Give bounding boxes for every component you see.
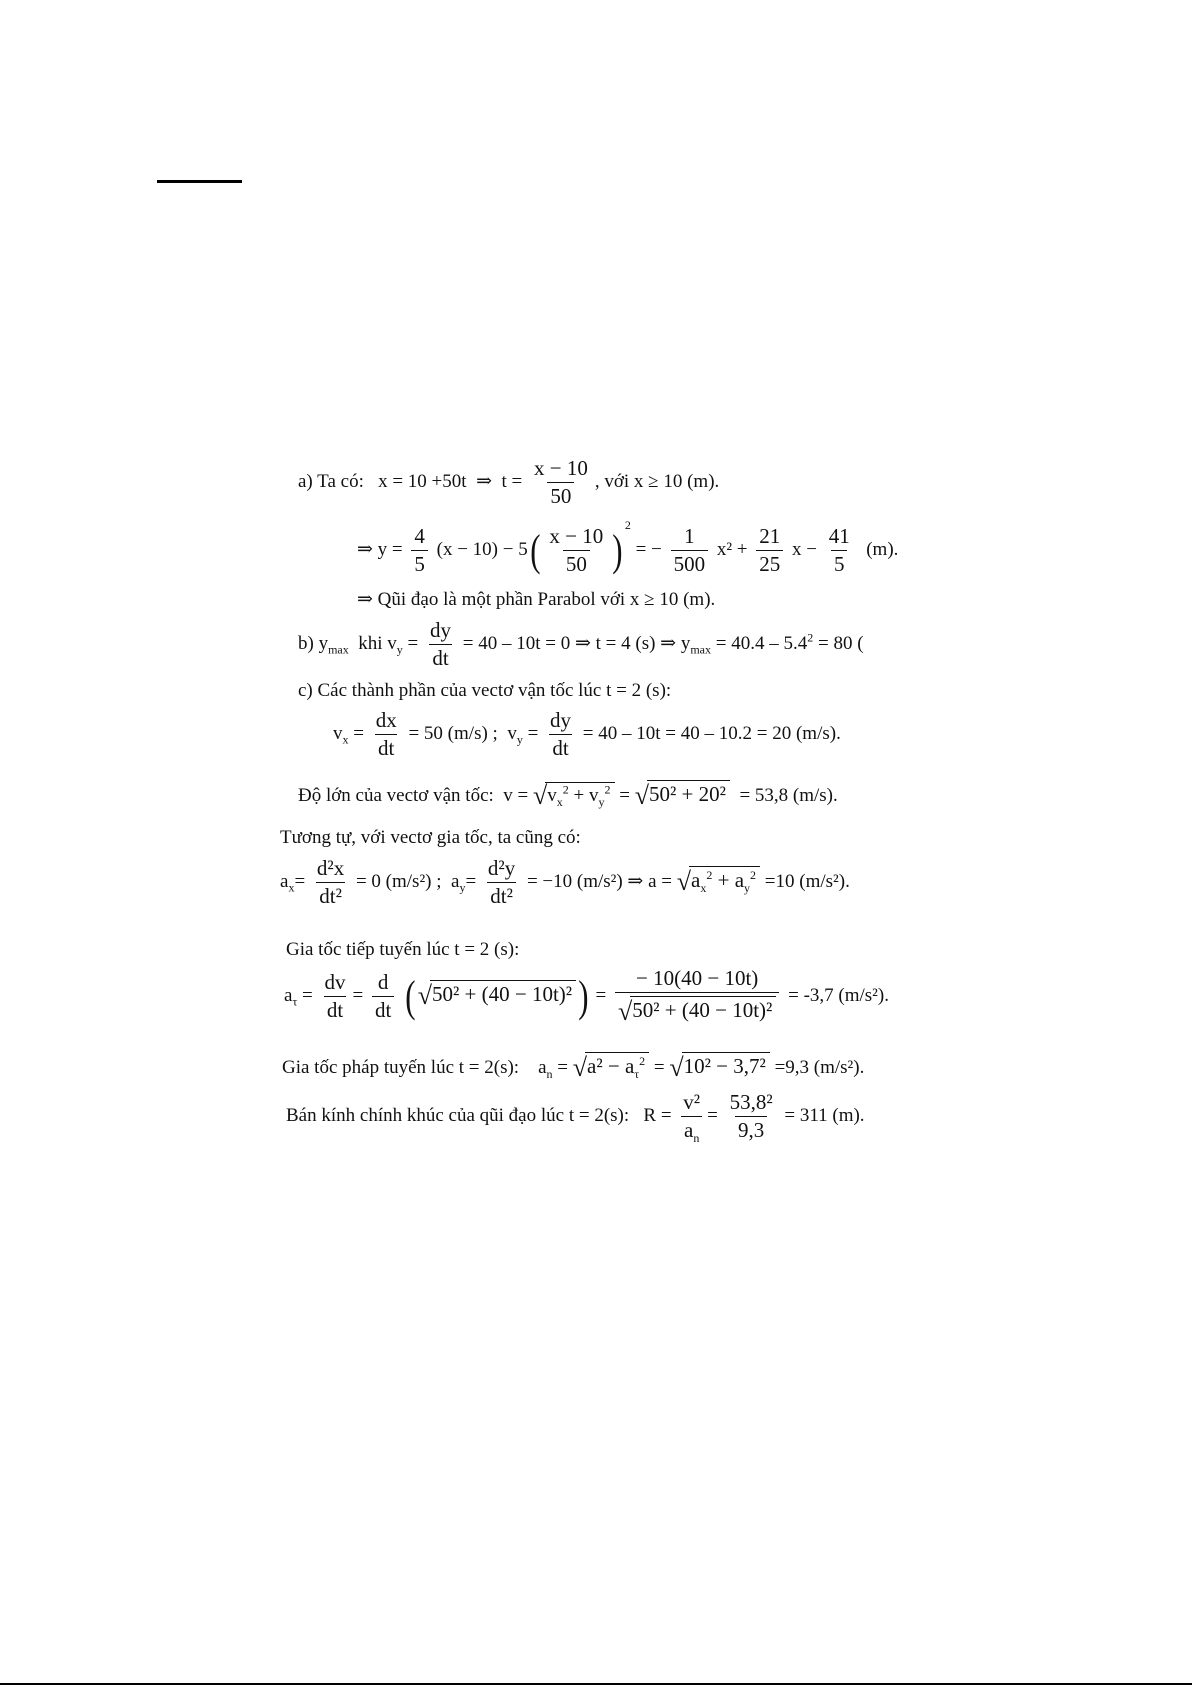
part-b: b) $y_{max}$ khi $v_y$ = $\frac{dy}{dt}$ = 40 – 10t = 0 ⇒ t = 4 (s) ⇒ $y_{max} = 40.4 - 5.4^2 = 80$ ( [298,618,864,670]
acceleration-intro: Tương tự, với vectơ gia tốc, ta cũng có: [280,827,581,848]
speed-magnitude: Độ lớn của vectơ vận tốc: $v = √v_x^2 + v_y^2 = √50^2 + 20^2 = 53,8$ (m/s). [298,781,838,810]
radius-of-curvature: Bán kính chính khúc của qũi đạo lúc t = 2(s): R = $\frac{\text{v²}}{a_n}$ = $\frac{\text{53,8²}}{9,3}$ = 311 (m). [286,1090,865,1146]
heading-underline [157,180,242,183]
tangential-label: Gia tốc tiếp tuyến lúc t = 2 (s): [286,939,520,960]
part-a-line2: ⇒ y = $\frac{4}{5}$ (x − 10) − 5( $\frac{x - 10}{50}$ )$^2$ = − $\frac{1}{500}$ x² + $\frac{21}{25}$ x − $\frac{41}{5}$ (m). [357,518,899,577]
part-c-heading: c) Các thành phần của vectơ vận tốc lúc t = 2 (s): [298,680,672,701]
part-a-line1: a) Ta có: x = 10 +50t ⇒ t = $\frac{x - 10}{50}$ , với x ≥ 10 (m). [298,456,720,508]
acceleration-components: $a_x=$ $\frac{\text{d²x}}{\text{dt²}}$ = 0 (m/s²) ; $a_y=$ $\frac{\text{d²y}}{\text{dt²}}$ = −10 (m/s²) ⇒ $a = √a_x^2 + a_y^2 =10$ (m/s²). [280,856,850,908]
normal-acceleration: Gia tốc pháp tuyến lúc t = 2(s): $a_n = √a^2 - a_\tau^2 = √10^2 - 3,7^2 =9,3$ (m/s²). [282,1053,865,1082]
tangential-acceleration: $a_\tau$ = $\frac{dv}{dt}$ = $\frac{d}{dt}$ (√50² + (40 − 10t)² ) = $\frac{- 10(40 - 10t)}{\text{√50² + (40 − 10t)²}}$ = -3,7 (m/s²). [284,966,889,1026]
velocity-components: $v_x$ = $\frac{dx}{dt}$ = 50 (m/s) ; $v_y$ = $\frac{dy}{dt}$ = 40 – 10t = 40 – 10.2 = 20 (m/s). [333,708,841,760]
part-a-conclusion: ⇒ Qũi đạo là một phần Parabol với x ≥ 10 (m). [357,589,716,610]
